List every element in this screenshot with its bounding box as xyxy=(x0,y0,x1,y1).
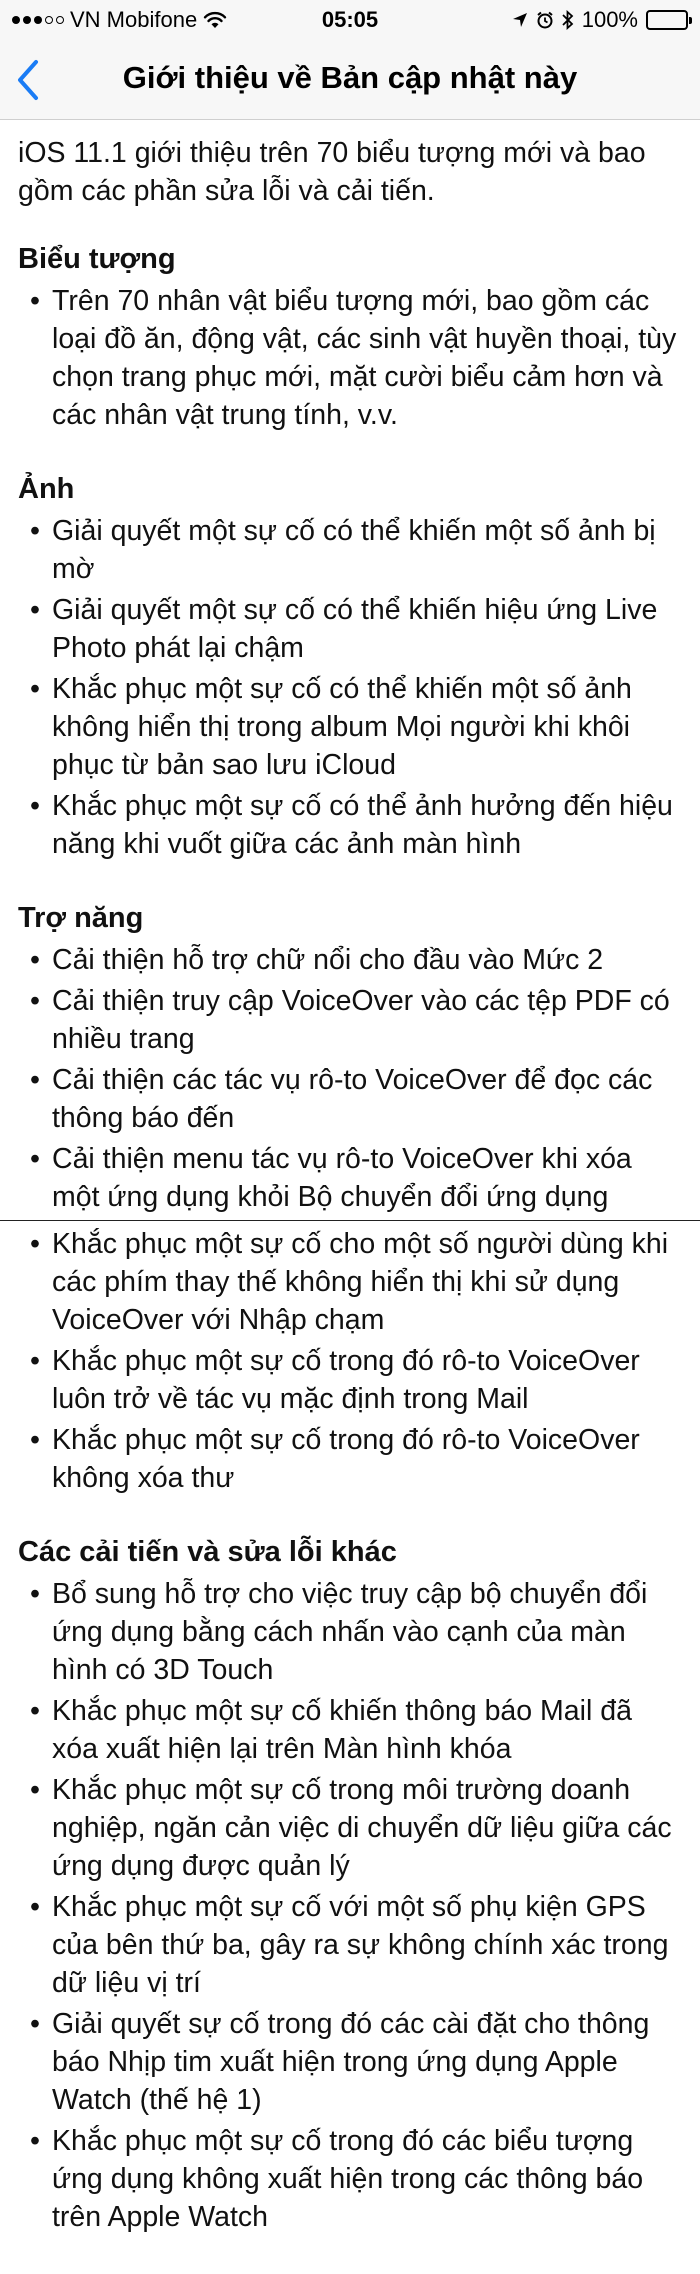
bullet: • xyxy=(30,790,40,822)
list-item-text: Khắc phục một sự cố khiến thông báo Mail đã xóa xuất hiện lại trên Màn hình khóa xyxy=(52,1695,632,1765)
location-arrow-icon xyxy=(512,12,528,28)
screenshot-seam-divider xyxy=(0,1220,700,1221)
section-title: Trợ năng xyxy=(18,902,144,934)
bullet: • xyxy=(30,1228,40,1260)
section-title: Ảnh xyxy=(18,473,75,505)
bullet: • xyxy=(30,1774,40,1806)
list-item xyxy=(18,1225,682,1339)
list-item-text: Cải thiện hỗ trợ chữ nổi cho đầu vào Mức 2 xyxy=(52,944,604,976)
bullet: • xyxy=(30,673,40,705)
list-item-text: Trên 70 nhân vật biểu tượng mới, bao gồm các loại đồ ăn, động vật, các sinh vật huyền thoại, tùy chọn trang phục mới, mặt cười biểu cảm hơn và các nhân vật trung tính, v.v. xyxy=(52,285,677,431)
section-emoji xyxy=(18,240,682,434)
list-item-text: Khắc phục một sự cố trong đó rô-to VoiceOver luôn trở về tác vụ mặc định trong Mail xyxy=(52,1345,640,1415)
section-title: Biểu tượng xyxy=(18,243,176,275)
list-item xyxy=(18,1692,682,1768)
section-photos xyxy=(18,470,682,863)
battery-icon xyxy=(646,10,688,30)
list-item xyxy=(18,591,682,667)
list-item xyxy=(18,1771,682,1885)
bullet: • xyxy=(30,985,40,1017)
bullet: • xyxy=(30,1424,40,1456)
list-item xyxy=(18,1888,682,2002)
list-item-text: Giải quyết sự cố trong đó các cài đặt cho thông báo Nhịp tim xuất hiện trong ứng dụng Apple Watch (thế hệ 1) xyxy=(52,2008,650,2116)
bullet: • xyxy=(30,1891,40,1923)
status-right xyxy=(512,7,688,33)
list-item xyxy=(18,2005,682,2119)
list-item-text: Khắc phục một sự cố trong môi trường doanh nghiệp, ngăn cản việc di chuyển dữ liệu giữa các ứng dụng được quản lý xyxy=(52,1774,672,1882)
list-item-text: Giải quyết một sự cố có thể khiến hiệu ứng Live Photo phát lại chậm xyxy=(52,594,658,664)
list-item-text: Khắc phục một sự cố có thể khiến một số ảnh không hiển thị trong album Mọi người khi khôi phục từ bản sao lưu iCloud xyxy=(52,673,632,781)
bullet: • xyxy=(30,1064,40,1096)
status-time: 05:05 xyxy=(321,7,379,32)
bullet: • xyxy=(30,285,40,317)
list-item-text: Khắc phục một sự cố với một số phụ kiện GPS của bên thứ ba, gây ra sự không chính xác trong dữ liệu vị trí xyxy=(52,1891,669,1999)
intro-text: iOS 11.1 giới thiệu trên 70 biểu tượng mới và bao gồm các phần sửa lỗi và cải tiến. xyxy=(18,137,646,207)
bullet: • xyxy=(30,944,40,976)
bullet: • xyxy=(30,2008,40,2040)
list-item xyxy=(18,2122,682,2236)
page-title: Giới thiệu về Bản cập nhật này xyxy=(122,60,578,95)
section-accessibility xyxy=(18,899,682,1497)
bullet: • xyxy=(30,1695,40,1727)
list-item-text: Khắc phục một sự cố có thể ảnh hưởng đến hiệu năng khi vuốt giữa các ảnh màn hình xyxy=(52,790,673,860)
status-bar xyxy=(0,0,700,40)
list-item-text: Cải thiện menu tác vụ rô-to VoiceOver khi xóa một ứng dụng khỏi Bộ chuyển đổi ứng dụng xyxy=(52,1143,632,1213)
list-item xyxy=(18,787,682,863)
bullet: • xyxy=(30,2125,40,2157)
list-item-text: Khắc phục một sự cố trong đó các biểu tượng ứng dụng không xuất hiện trong các thông báo trên Apple Watch xyxy=(52,2125,644,2233)
battery-percent: 100% xyxy=(581,7,638,32)
section-other-improvements xyxy=(18,1533,682,2236)
carrier-name: VN Mobifone xyxy=(70,7,198,32)
list-item-text: Giải quyết một sự cố có thể khiến một số ảnh bị mờ xyxy=(52,515,656,585)
release-notes xyxy=(0,120,700,2272)
list-item xyxy=(18,670,682,784)
list-item xyxy=(18,1421,682,1497)
section-title: Các cải tiến và sửa lỗi khác xyxy=(18,1536,397,1568)
list-item xyxy=(18,941,682,979)
list-item xyxy=(18,1575,682,1689)
bluetooth-icon xyxy=(562,10,574,30)
bullet: • xyxy=(30,594,40,626)
list-item xyxy=(18,282,682,434)
list-item-text: Cải thiện các tác vụ rô-to VoiceOver để đọc các thông báo đến xyxy=(52,1064,653,1134)
bullet: • xyxy=(30,1143,40,1175)
bullet: • xyxy=(30,515,40,547)
list-item xyxy=(18,512,682,588)
navigation-bar xyxy=(0,40,700,120)
list-item xyxy=(18,1342,682,1418)
bullet: • xyxy=(30,1578,40,1610)
list-item-text: Cải thiện truy cập VoiceOver vào các tệp PDF có nhiều trang xyxy=(52,985,670,1055)
list-item-text: Khắc phục một sự cố cho một số người dùng khi các phím thay thế không hiển thị khi sử dụng VoiceOver với Nhập chạm xyxy=(52,1228,669,1336)
list-item xyxy=(18,1140,682,1216)
list-item-text: Bổ sung hỗ trợ cho việc truy cập bộ chuyển đổi ứng dụng bằng cách nhấn vào cạnh của màn hình có 3D Touch xyxy=(52,1578,648,1686)
bullet: • xyxy=(30,1345,40,1377)
alarm-clock-icon xyxy=(536,11,554,29)
list-item-text: Khắc phục một sự cố trong đó rô-to VoiceOver không xóa thư xyxy=(52,1424,640,1494)
list-item xyxy=(18,1061,682,1137)
list-item xyxy=(18,982,682,1058)
